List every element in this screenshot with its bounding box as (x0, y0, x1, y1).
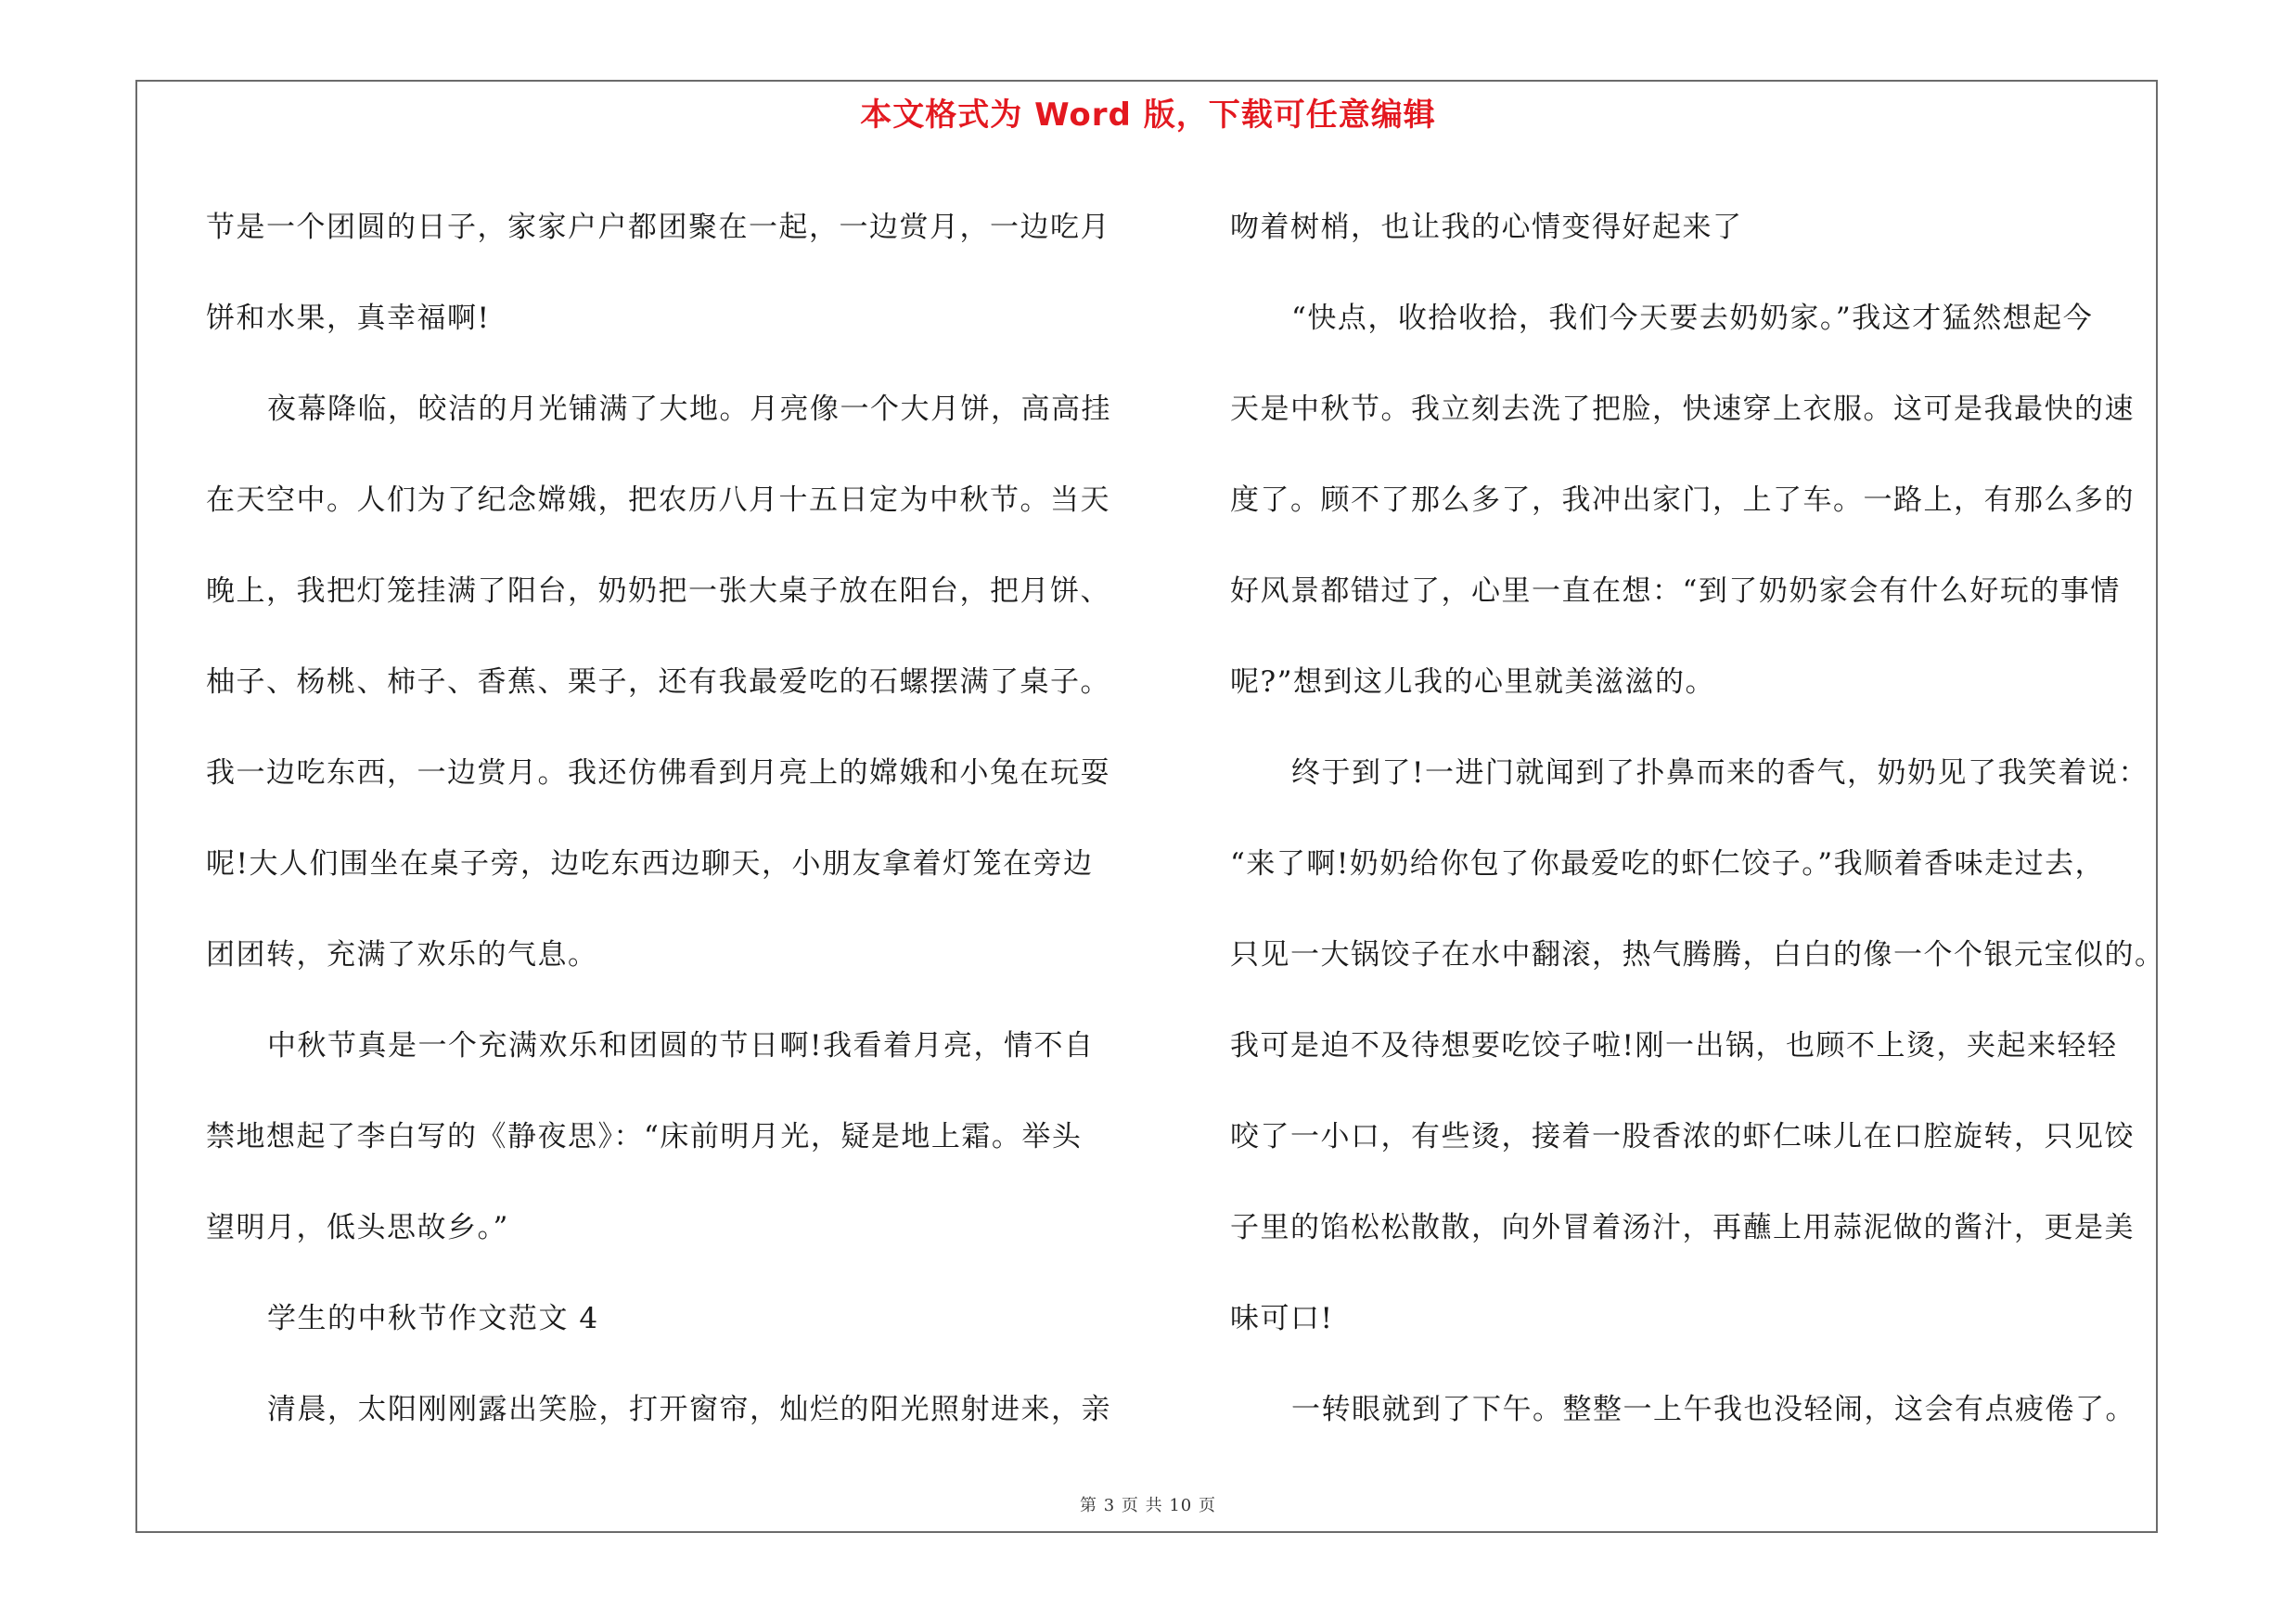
text-line: 柚子、杨桃、柿子、香蕉、栗子，还有我最爱吃的石螺摆满了桌子。 (206, 665, 1110, 699)
text-line: 咬了一小口，有些烫，接着一股香浓的虾仁味儿在口腔旋转，只见饺 (1230, 1120, 2135, 1153)
page-number: 第 3 页 共 10 页 (1080, 1496, 1216, 1515)
text-line: 呢?”想到这儿我的心里就美滋滋的。 (1230, 665, 1715, 699)
text-line: 度了。顾不了那么多了，我冲出家门，上了车。一路上，有那么多的 (1230, 483, 2135, 517)
text-line: 在天空中。人们为了纪念嫦娥，把农历八月十五日定为中秋节。当天 (206, 483, 1110, 517)
right-column (1230, 182, 2167, 1455)
text-line: 终于到了!一进门就闻到了扑鼻而来的香气，奶奶见了我笑着说： (1291, 756, 2148, 790)
text-line: 节是一个团圆的日子，家家户户都团聚在一起，一边赏月，一边吃月 (206, 211, 1110, 244)
text-line: 夜幕降临，皎洁的月光铺满了大地。月亮像一个大月饼，高高挂 (267, 393, 1111, 426)
section-heading: 学生的中秋节作文范文 4 (267, 1302, 599, 1335)
text-line: 团团转，充满了欢乐的气息。 (206, 938, 598, 972)
text-line: 吻着树梢，也让我的心情变得好起来了 (1230, 211, 1743, 244)
text-line: “快点，收拾收拾，我们今天要去奶奶家。”我这才猛然想起今 (1291, 302, 2094, 335)
format-banner: 本文格式为 Word 版，下载可任意编辑 (860, 97, 1436, 134)
text-line: 中秋节真是一个充满欢乐和团圆的节日啊!我看着月亮，情不自 (267, 1029, 1095, 1063)
text-line: 禁地想起了李白写的《静夜思》：“床前明月光，疑是地上霜。举头 (206, 1120, 1083, 1153)
text-line: 只见一大锅饺子在水中翻滚，热气腾腾，白白的像一个个银元宝似的。 (1230, 938, 2165, 972)
text-line: 我一边吃东西，一边赏月。我还仿佛看到月亮上的嫦娥和小兔在玩耍 (206, 756, 1110, 790)
text-line: 一转眼就到了下午。整整一上午我也没轻闹，这会有点疲倦了。 (1291, 1393, 2136, 1426)
text-line: 饼和水果，真幸福啊! (206, 302, 491, 335)
text-line: 晚上，我把灯笼挂满了阳台，奶奶把一张大桌子放在阳台，把月饼、 (206, 574, 1110, 608)
text-line: 清晨，太阳刚刚露出笑脸，打开窗帘，灿烂的阳光照射进来，亲 (267, 1393, 1111, 1426)
text-line: 味可口! (1230, 1302, 1334, 1335)
text-line: 我可是迫不及待想要吃饺子啦!刚一出锅，也顾不上烫，夹起来轻轻 (1230, 1029, 2118, 1063)
text-line: 子里的馅松松散散，向外冒着汤汁，再蘸上用蒜泥做的酱汁，更是美 (1230, 1211, 2135, 1244)
left-column (206, 182, 1152, 1455)
text-line: 望明月，低头思故乡。” (206, 1211, 509, 1244)
text-line: 好风景都错过了，心里一直在想：“到了奶奶家会有什么好玩的事情 (1230, 574, 2121, 608)
text-line: 呢!大人们围坐在桌子旁，边吃东西边聊天，小朋友拿着灯笼在旁边 (206, 847, 1094, 881)
text-line: “来了啊!奶奶给你包了你最爱吃的虾仁饺子。”我顺着香味走过去， (1230, 847, 2106, 881)
text-line: 天是中秋节。我立刻去洗了把脸，快速穿上衣服。这可是我最快的速 (1230, 393, 2135, 426)
